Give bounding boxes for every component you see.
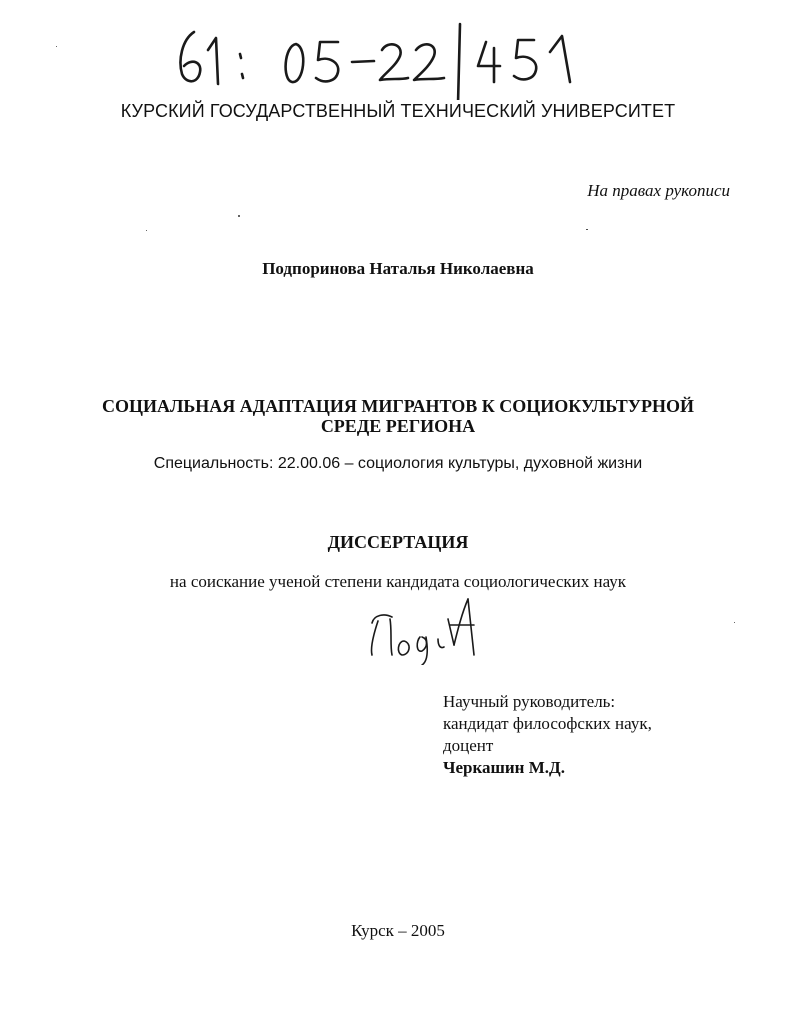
degree-description: на соискание ученой степени кандидата социологических наук <box>169 572 627 591</box>
scan-speck <box>146 230 147 231</box>
supervisor-degree: кандидат философских наук, <box>443 714 652 733</box>
scan-speck <box>238 215 240 217</box>
document-type: ДИССЕРТАЦИЯ <box>327 532 469 552</box>
scan-speck <box>586 229 588 230</box>
handwritten-archive-code <box>168 14 588 100</box>
specialty: Специальность: 22.00.06 – социология культуры, духовной жизни <box>153 455 643 472</box>
place-and-year: Курск – 2005 <box>351 921 445 940</box>
supervisor-label: Научный руководитель: <box>443 692 616 711</box>
dissertation-title-line-2: СРЕДЕ РЕГИОНА <box>320 416 476 436</box>
university-name: КУРСКИЙ ГОСУДАРСТВЕННЫЙ ТЕХНИЧЕСКИЙ УНИВЕРСИТЕТ <box>120 101 676 121</box>
supervisor-rank: доцент <box>443 736 494 755</box>
supervisor-block <box>443 691 652 779</box>
scan-speck <box>56 46 57 47</box>
supervisor-name: Черкашин М.Д. <box>443 758 565 777</box>
rights-note: На правах рукописи <box>587 181 730 200</box>
dissertation-title-line-1: СОЦИАЛЬНАЯ АДАПТАЦИЯ МИГРАНТОВ К СОЦИОКУЛЬТУРНОЙ <box>101 396 695 416</box>
scan-speck <box>734 622 735 623</box>
handwritten-signature <box>362 585 482 665</box>
author-name: Подпоринова Наталья Николаевна <box>262 259 534 278</box>
